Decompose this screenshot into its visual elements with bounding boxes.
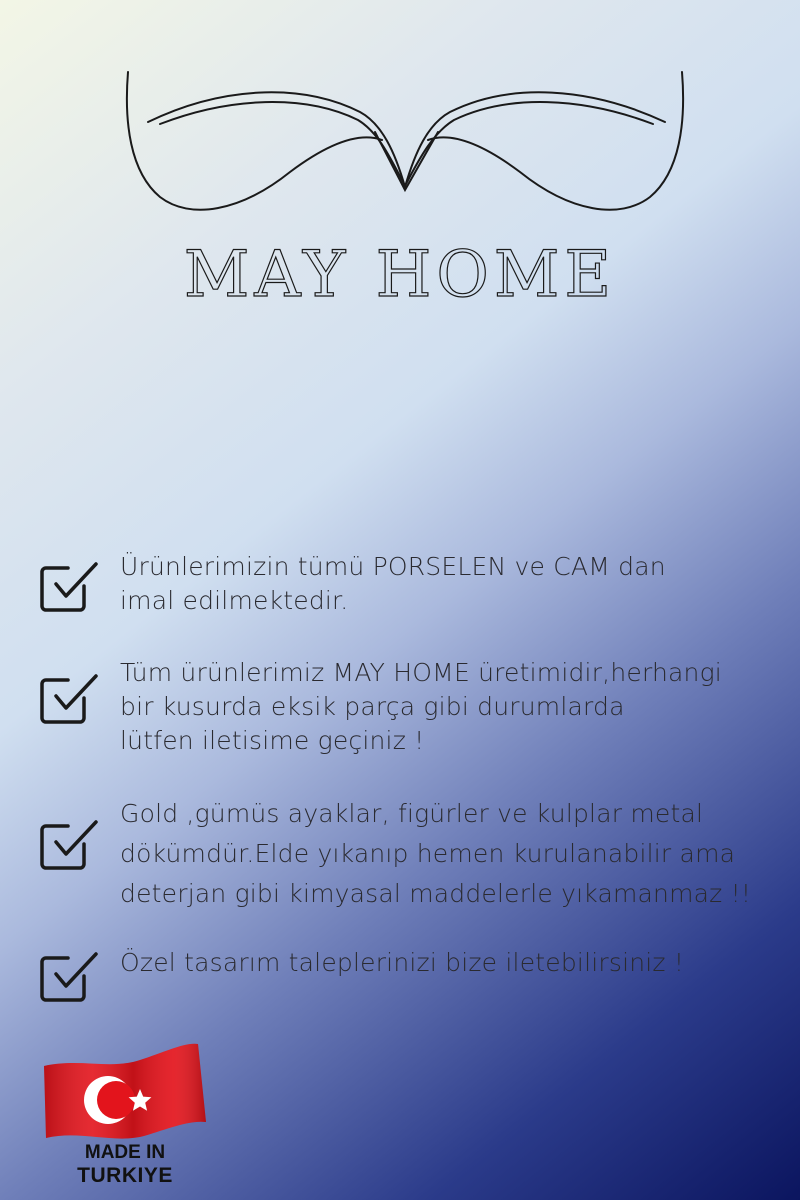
feature-line: bir kusurda eksik parça gibi durumlarda — [120, 692, 625, 721]
feature-item — [38, 946, 778, 980]
feature-line: imal edilmektedir. — [120, 586, 349, 615]
feature-text — [120, 550, 778, 618]
feature-text — [120, 656, 778, 758]
feature-line: Özel tasarım taleplerinizi bize iletebilirsiniz ! — [120, 948, 685, 977]
feature-line: deterjan gibi kimyasal maddelerle yıkamanmaz !! — [120, 879, 752, 908]
feature-text — [120, 946, 778, 980]
checkbox-checked-icon — [38, 946, 100, 1008]
feature-line: Gold ,gümüs ayaklar, figürler ve kulplar metal — [120, 799, 704, 828]
brand-title: MAY HOME — [183, 238, 617, 312]
checkbox-checked-icon — [38, 814, 100, 876]
checkbox-checked-icon — [38, 556, 100, 618]
feature-line: Tüm ürünlerimiz MAY HOME üretimidir,herhangi — [120, 658, 722, 687]
made-in-label: MADE IN — [84, 1142, 166, 1163]
feature-line: dökümdür.Elde yıkanıp hemen kurulanabilir ama — [120, 839, 736, 868]
wing-line-logo-icon — [120, 62, 690, 222]
made-in-badge — [40, 1040, 210, 1190]
made-in-country: TURKIYE — [77, 1164, 173, 1187]
feature-line: Ürünlerimizin tümü PORSELEN ve CAM dan — [120, 552, 666, 581]
feature-line: lütfen iletisime geçiniz ! — [120, 726, 425, 755]
feature-item — [38, 550, 778, 618]
turkey-flag-icon — [40, 1040, 208, 1140]
feature-text — [120, 794, 778, 914]
feature-list — [38, 550, 778, 980]
feature-item — [38, 794, 778, 914]
checkbox-checked-icon — [38, 668, 100, 730]
feature-item — [38, 656, 778, 758]
